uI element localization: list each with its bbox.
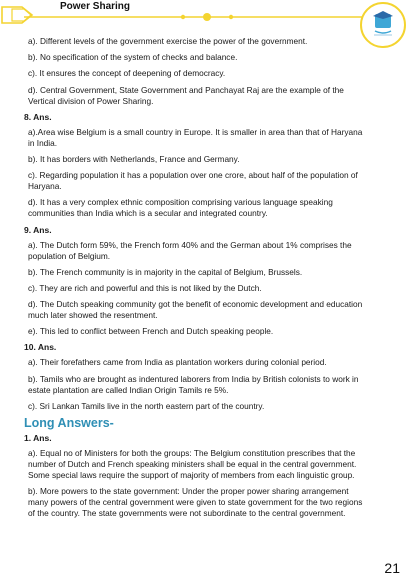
page-header (0, 0, 416, 40)
answer-point: a). Different levels of the government exercise the power of the government. (28, 36, 308, 46)
answer-number: 8. Ans. (24, 111, 52, 122)
answer-point: b). No specification of the system of checks and balance. (28, 52, 238, 63)
answer-number: 9. Ans. (24, 224, 52, 235)
answer-point: a). Their forefathers came from India as plantation workers during colonial period. (28, 357, 327, 368)
answer-point: e). This led to conflict between French and Dutch speaking people. (28, 326, 274, 337)
answer-point: c). Regarding population it has a population over one crore, about half of the population of Haryana. (28, 170, 358, 192)
answer-point: c). Sri Lankan Tamils live in the north eastern part of the country. (28, 400, 265, 411)
answer-number: 1. Ans. (24, 432, 52, 443)
answer-point: c). They are rich and powerful and this is not liked by the Dutch. (28, 282, 262, 293)
page-number: 21 (384, 560, 400, 576)
answer-point: d). It has a very complex ethnic composition comprising various language speaking communities than India which is a secular and integrated country. (28, 197, 333, 219)
answer-point: a). Equal no of Ministers for both the groups: The Belgium constitution prescribes that the number of Dutch and French speaking ministers shall be equal in the central government. Some special laws require the support of majority of members from each linguistic group. (28, 447, 357, 480)
answer-point: b). More powers to the state government: Under the proper power sharing arrangement many powers of the central government were given to state government for the two regions of the country. The state governments were not subordinate to the central government. (28, 486, 363, 518)
answer-number: 10. Ans. (24, 342, 57, 353)
section-heading: Long Answers- (24, 415, 114, 430)
header-title: Power Sharing (60, 1, 131, 12)
answer-point: c). It ensures the concept of deepening of democracy. (28, 68, 226, 79)
answer-point: b). Tamils who are brought as indentured laborers from India by British colonists to work in estate plantation are called Indian Origin Tamils re 5%. (28, 373, 359, 395)
answer-point: d). The Dutch speaking community got the benefit of economic development and education much later showed the resentment. (28, 299, 363, 321)
answer-point: d). Central Government, State Government and Panchayat Raj are the example of the Vertical division of Power Sharing. (28, 84, 344, 106)
answer-content (24, 36, 370, 524)
answer-point: a).Area wise Belgium is a small country in Europe. It is smaller in area than that of Haryana in India. (28, 126, 363, 148)
answer-point: b). It has borders with Netherlands, France and Germany. (28, 153, 240, 164)
answer-point: b). The French community is in majority in the capital of Belgium, Brussels. (28, 266, 303, 277)
answer-point: a). The Dutch form 59%, the French form 40% and the German about 1% comprises the population of Belgium. (28, 239, 352, 261)
